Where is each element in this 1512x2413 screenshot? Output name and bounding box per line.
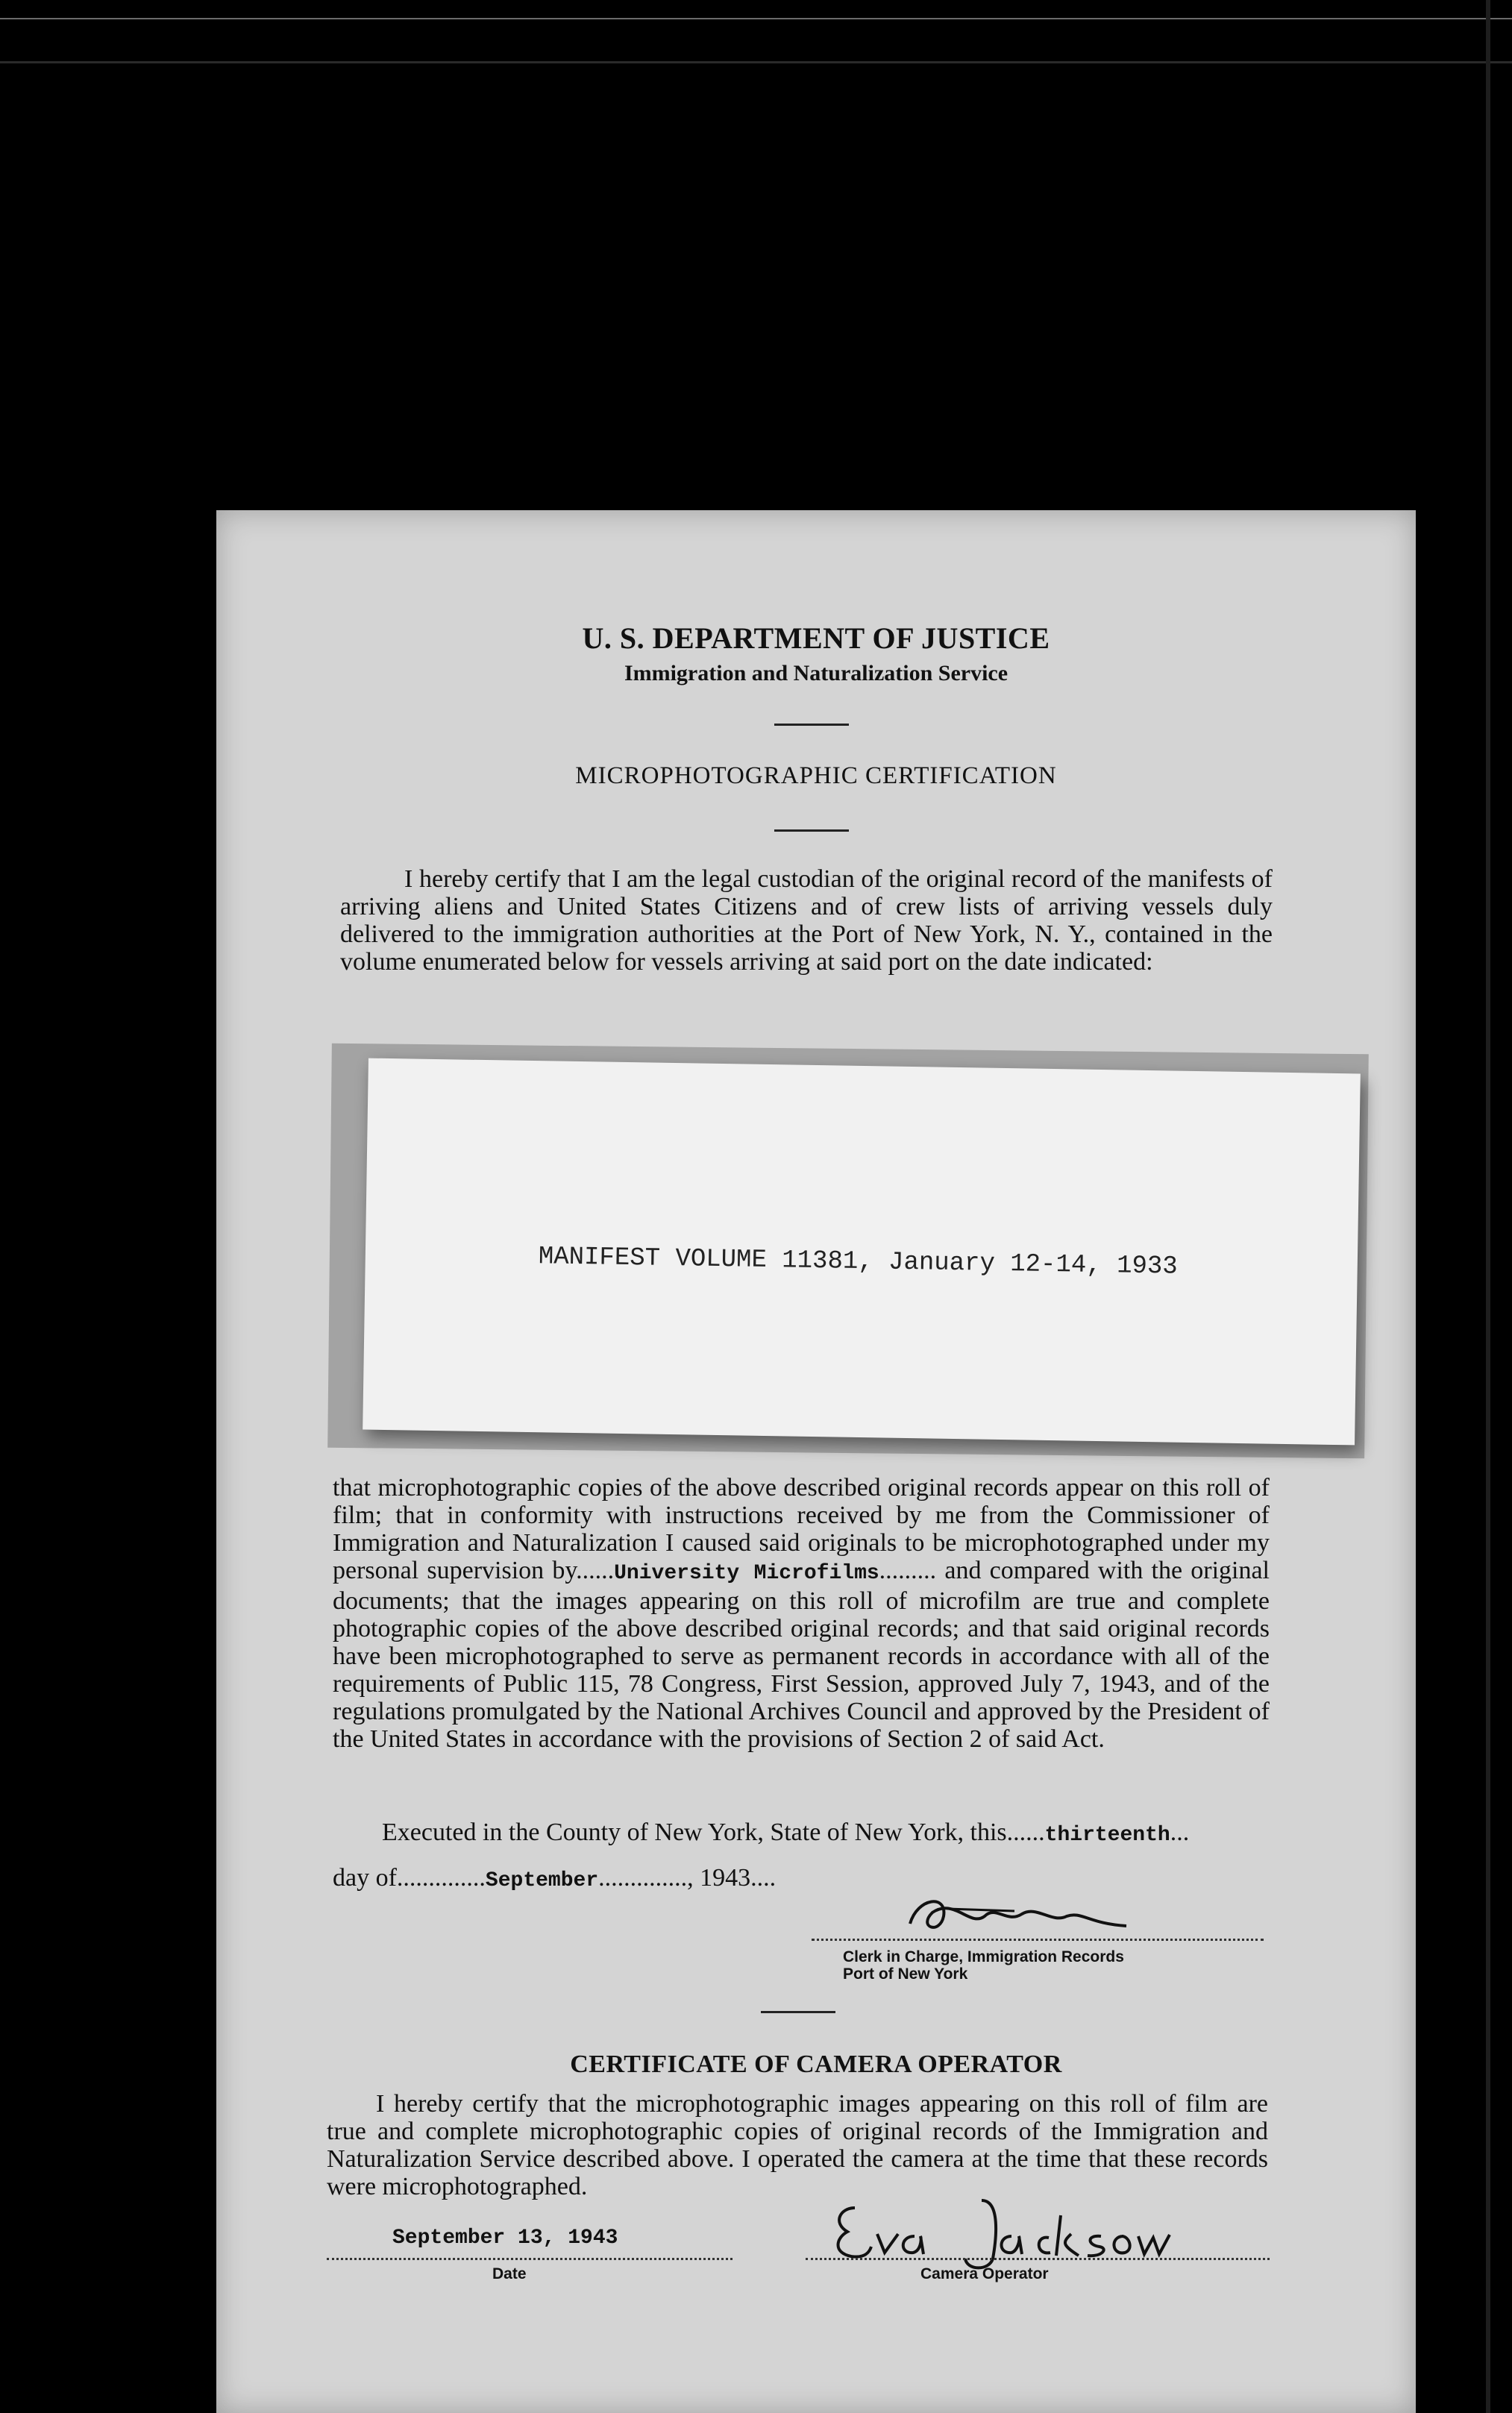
certification-body: that microphotographic copies of the above described original records appear on this roll of film; that in conformity with instructions received by me from the Commissioner of Immigration and Naturalization I caused said originals to be microphotographed under my personal supervision by......University Microfilms......... and compared with the original documents; that the images appearing on this roll of microfilm are true and complete photographic copies of the above described original records; and that said original records have been microphotographed to serve as permanent records in accordance with all of the requirements of Public 115, 78 Congress, First Session, approved July 7, 1943, and of the regulations promulgated by the National Archives Council and approved by the President of the United States in accordance with the provisions of Section 2 of said Act. (333, 1474, 1270, 1753)
film-edge-line (0, 18, 1512, 19)
divider (774, 724, 849, 726)
execution-day-field: thirteenth (1044, 1824, 1170, 1847)
divider (761, 2011, 835, 2013)
certification-intro: I hereby certify that I am the legal custodian of the original record of the manifests of arriving aliens and United States Citizens and of crew lists of arriving vessels duly delivered to the immigration authorities at the Port of New York, N. Y., contained in the volume enumerated below for vessels arriving at said port on the date indicated: (340, 865, 1273, 976)
certificate-date-field: September 13, 1943 (392, 2227, 618, 2250)
camera-certificate-heading: CERTIFICATE OF CAMERA OPERATOR (570, 2050, 1062, 2078)
photographer-field: University Microfilms (614, 1562, 879, 1585)
clerk-signature-line (812, 1939, 1264, 1941)
certification-body-part1: that microphotographic copies of the above described original records appear on this roll of film; that in conformity with instructions received by me from the Commissioner of Immigration and Naturalization I caused said originals to be microphotographed under my personal supervision by (333, 1474, 1270, 1584)
film-edge-line (0, 61, 1512, 63)
document-title: MICROPHOTOGRAPHIC CERTIFICATION (575, 762, 1057, 789)
certification-document (216, 510, 1416, 2413)
date-caption: Date (492, 2265, 527, 2282)
camera-certificate-text: I hereby certify that the microphotographic images appearing on this roll of film are true and complete microphotographic copies of original records of the Immigration and Naturalization Service described above. I operated the camera at the time that these records were microphotographed. (327, 2090, 1268, 2200)
department-heading: U. S. DEPARTMENT OF JUSTICE (582, 621, 1050, 655)
operator-signature-line (806, 2258, 1270, 2260)
execution-month-field: September (485, 1869, 599, 1892)
volume-label: MANIFEST VOLUME 11381, January 12-14, 1933 (538, 1243, 1178, 1281)
clerk-title: Clerk in Charge, Immigration Records (843, 1948, 1124, 1965)
clerk-signature (903, 1883, 1141, 1942)
service-heading: Immigration and Naturalization Service (624, 661, 1008, 685)
clerk-office: Port of New York (843, 1965, 968, 1983)
day-of-label: day of (333, 1864, 397, 1892)
volume-label-card (363, 1058, 1361, 1446)
camera-operator-signature (825, 2193, 1183, 2275)
clerk-caption (843, 1948, 1124, 1983)
certification-body-part2: and compared with the original documents; that the images appearing on this roll of microfilm are true and complete photographic copies of the above described original records; and that said original records have been microphotographed to serve as permanent records in accordance with all of the requirements of Public 115, 78 Congress, First Session, approved July 7, 1943, and of the regulations promulgated by the National Archives Council and approved by the President of the United States in accordance with the provisions of Section 2 of said Act. (333, 1557, 1270, 1753)
operator-caption: Camera Operator (920, 2265, 1049, 2282)
divider (774, 829, 849, 832)
execution-year: , 1943 (687, 1864, 751, 1892)
execution-date-line: day of..............September.............., 1943.... (333, 1864, 777, 1892)
date-line (327, 2258, 733, 2260)
execution-prefix: Executed in the County of New York, State of New York, this (382, 1819, 1007, 1846)
execution-line: Executed in the County of New York, State of New York, this......thirteenth... (382, 1819, 1190, 1847)
film-border (1486, 0, 1490, 2413)
